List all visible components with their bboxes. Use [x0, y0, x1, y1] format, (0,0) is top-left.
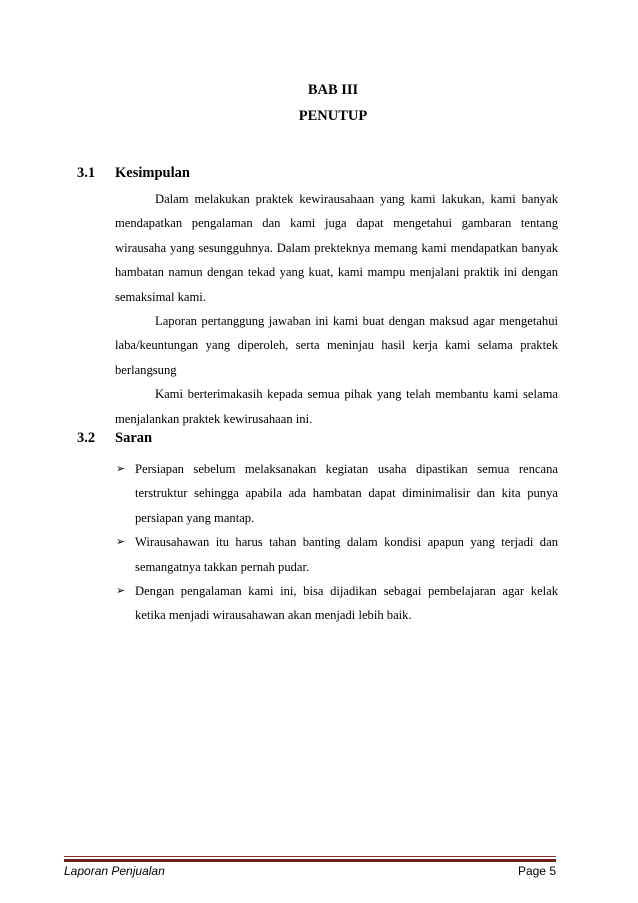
saran-item	[115, 457, 558, 530]
footer-divider-thick	[64, 859, 556, 862]
section-title-kesimpulan: Kesimpulan	[115, 165, 190, 181]
footer-page-number: Page 5	[517, 864, 556, 878]
saran-list	[115, 457, 558, 628]
saran-item-text: Wirausahawan itu harus tahan banting dalam kondisi apapun yang terjadi dan semangatnya takkan pernah pudar.	[135, 535, 558, 574]
kesimpulan-paragraph: Dalam melakukan praktek kewirausahaan yang kami lakukan, kami banyak mendapatkan pengalaman dan kami juga dapat mengetahui gambaran tentang wirausaha yang sesungguhnya. Dalam prekteknya memang kami mendapatkan banyak hambatan namun dengan tekad yang kuat, kami mampu menjalani praktik ini dengan semaksimal kami.	[115, 192, 558, 304]
saran-item-text: Dengan pengalaman kami ini, bisa dijadikan sebagai pembelajaran agar kelak ketika menjadi wirausahawan akan menjadi lebih baik.	[135, 584, 558, 623]
section-title-saran: Saran	[115, 430, 153, 446]
kesimpulan-paragraph: Kami berterimakasih kepada semua pihak yang telah membantu kami selama menjalankan praktek kewirusahaan ini.	[115, 387, 558, 426]
arrow-bullet-icon: ➢	[116, 585, 126, 598]
saran-item	[115, 579, 558, 628]
section-number-kesimpulan: 3.1	[77, 165, 96, 181]
footer-document-title: Laporan Penjualan	[64, 864, 165, 878]
section-number-saran: 3.2	[77, 430, 96, 446]
saran-item-text: Persiapan sebelum melaksanakan kegiatan usaha dipastikan semua rencana terstruktur sehingga apabila ada hambatan dapat diminimalisir dan kita punya persiapan yang mantap.	[135, 462, 558, 525]
arrow-bullet-icon: ➢	[116, 463, 126, 475]
footer-divider	[64, 856, 556, 857]
chapter-heading: BAB III	[307, 82, 359, 98]
arrow-bullet-icon: ➢	[116, 536, 126, 549]
kesimpulan-paragraph: Laporan pertanggung jawaban ini kami buat dengan maksud agar mengetahui laba/keuntungan yang diperoleh, serta meninjau hasil kerja kami selama praktek berlangsung	[115, 314, 558, 377]
saran-item	[115, 530, 558, 579]
chapter-title: PENUTUP	[298, 108, 368, 124]
kesimpulan-body	[115, 187, 558, 431]
